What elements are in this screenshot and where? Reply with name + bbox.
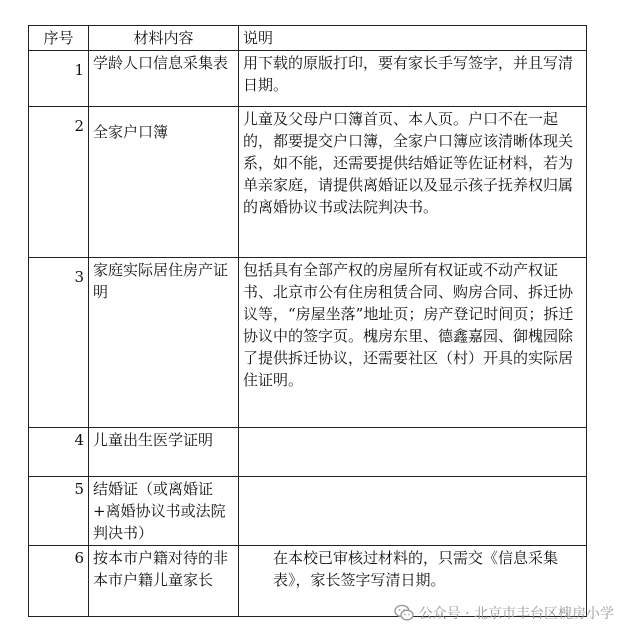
wechat-icon	[394, 604, 414, 622]
table-row	[29, 477, 587, 546]
row-desc	[239, 477, 587, 546]
row-item: 儿童出生医学证明	[89, 428, 239, 477]
table-row	[29, 258, 587, 428]
row-item: 学龄人口信息采集表	[89, 51, 239, 107]
table-row	[29, 107, 587, 258]
header-item: 材料内容	[89, 26, 239, 51]
row-item: 家庭实际居住房产证明	[89, 258, 239, 428]
row-no: 5	[29, 477, 89, 546]
row-item: 按本市户籍对待的非本市户籍儿童家长	[89, 546, 239, 617]
row-desc	[239, 428, 587, 477]
row-no: 4	[29, 428, 89, 477]
watermark	[394, 603, 614, 623]
watermark-text: 公众号 · 北京市丰台区槐房小学	[418, 606, 614, 622]
header-no: 序号	[29, 26, 89, 51]
row-no: 3	[29, 258, 89, 428]
header-desc: 说明	[239, 26, 587, 51]
table-row	[29, 51, 587, 107]
row-no: 2	[29, 107, 89, 258]
row-desc: 儿童及父母户口簿首页、本人页。户口不在一起的，都要提交户口簿，全家户口簿应该清晰体现关系，如不能，还需要提供结婚证等佐证材料，若为单亲家庭，请提供离婚证以及显示孩子抚养权归属的离婚协议书或法院判决书。	[239, 107, 587, 258]
row-item: 结婚证（或离婚证+离婚协议书或法院判决书）	[89, 477, 239, 546]
row-desc: 用下载的原版打印，要有家长手写签字，并且写清日期。	[239, 51, 587, 107]
table-header-row	[29, 26, 587, 51]
row-no: 6	[29, 546, 89, 617]
row-desc: 在本校已审核过材料的，只需交《信息采集表》，家长签字写清日期。	[239, 546, 587, 617]
row-item: 全家户口簿	[89, 107, 239, 258]
row-desc: 包括具有全部产权的房屋所有权证或不动产权证书、北京市公有住房租赁合同、购房合同、拆迁协议等，“房屋坐落”地址页；房产登记时间页；拆迁协议中的签字页。槐房东里、德鑫嘉园、御槐园除了提供拆迁协议，还需要社区（村）开具的实际居住证明。	[239, 258, 587, 428]
table-row	[29, 428, 587, 477]
row-no: 1	[29, 51, 89, 107]
materials-table	[28, 25, 587, 617]
